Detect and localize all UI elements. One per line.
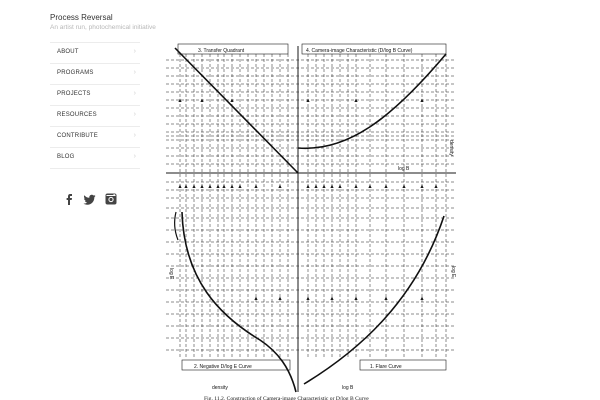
arrow-up-icon bbox=[354, 297, 357, 301]
figure-caption: Fig. 11.2. Construction of Camera-image Characteristic or D/log B Curve bbox=[204, 396, 369, 400]
arrow-up-icon bbox=[254, 297, 257, 301]
facebook-icon[interactable] bbox=[62, 192, 76, 206]
arrow-up-icon bbox=[278, 297, 281, 301]
q2-label: 2. Negative D/log E Curve bbox=[194, 364, 252, 370]
nav-item-about[interactable] bbox=[50, 42, 140, 64]
main-nav bbox=[50, 42, 140, 169]
arrow-up-icon bbox=[278, 185, 281, 189]
nav-item-programs[interactable] bbox=[50, 64, 140, 85]
arrow-up-icon bbox=[238, 185, 241, 189]
nav-item-label: BLOG bbox=[57, 154, 75, 160]
arrow-up-icon bbox=[200, 185, 203, 189]
chevron-right-icon: › bbox=[133, 69, 136, 76]
axis-logb-bottom: log B bbox=[342, 385, 354, 391]
nav-item-resources[interactable] bbox=[50, 106, 140, 127]
arrow-up-icon bbox=[420, 297, 423, 301]
arrow-up-icon bbox=[306, 185, 309, 189]
arrow-up-icon bbox=[338, 185, 341, 189]
arrow-up-icon bbox=[306, 297, 309, 301]
arrow-up-icon bbox=[254, 185, 257, 189]
arrow-up-icon bbox=[384, 297, 387, 301]
axis-loge-left: log E bbox=[168, 268, 174, 280]
chevron-right-icon: › bbox=[133, 90, 136, 97]
arrow-up-icon bbox=[434, 185, 437, 189]
chevron-right-icon: › bbox=[133, 153, 136, 160]
arrow-up-icon bbox=[330, 185, 333, 189]
nav-item-blog[interactable] bbox=[50, 148, 140, 169]
site-title[interactable]: Process Reversal bbox=[50, 13, 113, 22]
q4-label: 4. Camera-image Characteristic (D/log B Curve) bbox=[306, 48, 413, 54]
q3-label: 3. Transfer Quadrant bbox=[198, 48, 245, 54]
arrow-up-icon bbox=[216, 185, 219, 189]
arrow-up-icon bbox=[384, 185, 387, 189]
instagram-icon[interactable] bbox=[104, 192, 118, 206]
axis-density-right: density bbox=[448, 140, 454, 156]
nav-item-label: PROGRAMS bbox=[57, 70, 94, 76]
arrow-up-icon bbox=[402, 185, 405, 189]
q1-label: 1. Flare Curve bbox=[370, 364, 402, 370]
arrow-up-icon bbox=[322, 185, 325, 189]
axis-logb-top: log B bbox=[398, 166, 410, 172]
arrow-up-icon bbox=[192, 185, 195, 189]
nav-item-label: CONTRIBUTE bbox=[57, 133, 98, 139]
nav-item-label: ABOUT bbox=[57, 49, 79, 55]
arrow-up-icon bbox=[208, 185, 211, 189]
arrow-up-icon bbox=[178, 185, 181, 189]
nav-item-label: PROJECTS bbox=[57, 91, 91, 97]
nav-item-label: RESOURCES bbox=[57, 112, 97, 118]
arrow-up-icon bbox=[330, 297, 333, 301]
nav-item-contribute[interactable] bbox=[50, 127, 140, 148]
nav-item-projects[interactable] bbox=[50, 85, 140, 106]
axis-density-bottom: density bbox=[212, 385, 228, 391]
arrow-up-icon bbox=[420, 185, 423, 189]
axis-loge-right: log E bbox=[450, 266, 456, 278]
arrow-up-icon bbox=[368, 185, 371, 189]
arrow-up-icon bbox=[222, 185, 225, 189]
chevron-right-icon: › bbox=[133, 132, 136, 139]
four-quadrant-diagram bbox=[160, 40, 460, 400]
site-tagline: An artist run, photochemical initiative bbox=[50, 24, 156, 31]
chevron-right-icon: › bbox=[133, 111, 136, 118]
arrow-up-icon bbox=[314, 185, 317, 189]
chevron-right-icon: › bbox=[133, 48, 136, 55]
arrow-up-icon bbox=[230, 185, 233, 189]
arrow-up-icon bbox=[184, 185, 187, 189]
twitter-icon[interactable] bbox=[83, 192, 97, 206]
arrow-up-icon bbox=[354, 185, 357, 189]
social-links bbox=[62, 192, 122, 206]
